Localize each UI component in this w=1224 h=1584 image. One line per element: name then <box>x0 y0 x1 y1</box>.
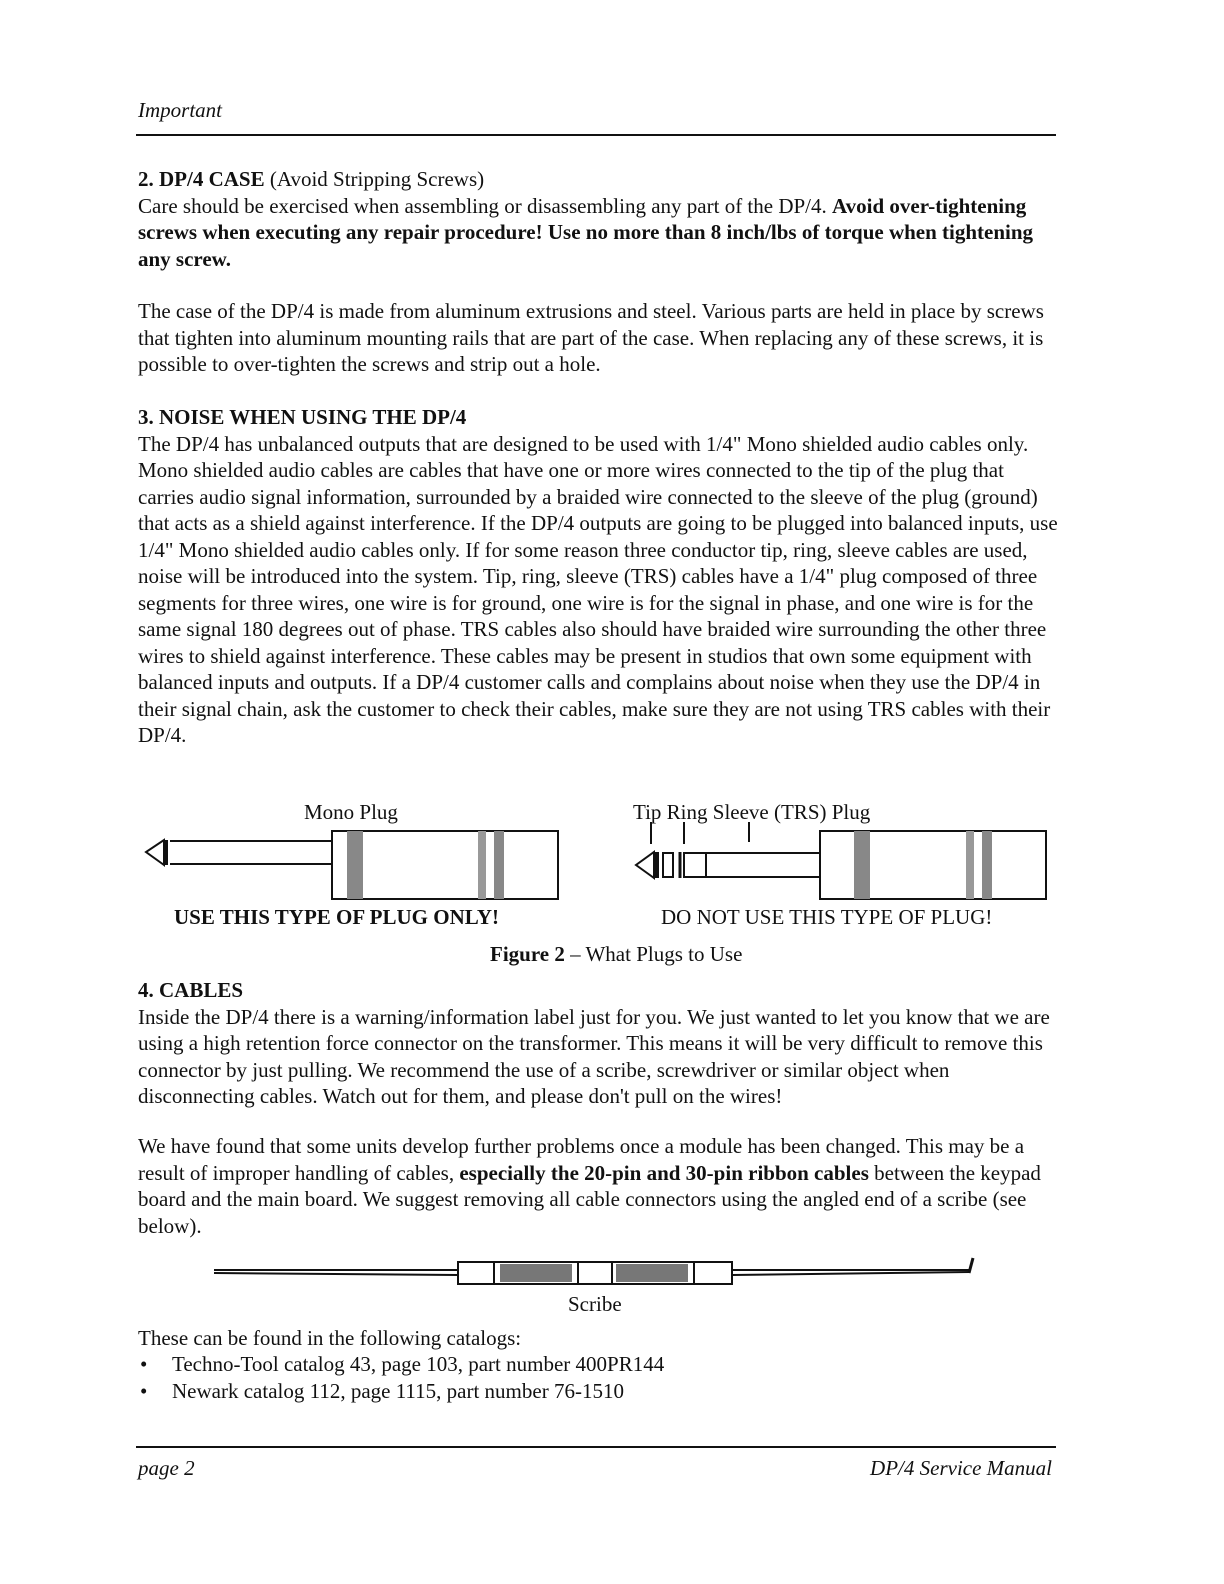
figure-number: Figure 2 <box>490 942 565 966</box>
scribe-angled-end <box>969 1258 973 1273</box>
section-4-p2-emphasis: especially the 20-pin and 30-pin ribbon cables <box>459 1160 869 1185</box>
scribe-handle <box>458 1262 732 1284</box>
section-4 <box>138 977 1058 1110</box>
mono-plug-tip <box>146 840 164 865</box>
catalog-item-text: Techno-Tool catalog 43, page 103, part number 400PR144 <box>172 1352 665 1376</box>
mono-plug-caption: USE THIS TYPE OF PLUG ONLY! <box>174 905 499 929</box>
section-4-number: 4. <box>138 978 154 1002</box>
scribe-label: Scribe <box>568 1292 622 1316</box>
figure-caption <box>490 942 742 967</box>
section-2-number: 2. <box>138 167 154 191</box>
section-2-p1-text: Care should be exercised when assembling or disassembling any part of the DP/4. <box>138 193 833 218</box>
footer-rule <box>136 1446 1056 1448</box>
section-4-paragraph-2 <box>138 1133 1058 1239</box>
figure-caption-dash: – <box>570 942 581 966</box>
section-2-paragraph-2: The case of the DP/4 is made from aluminum extrusions and steel. Various parts are held in place by screws that tighten into aluminum mounting rails that are part of the case. When replacing any of these screws, it is possible to over-tighten the screws and strip out a hole. <box>138 299 1044 376</box>
trs-plug-caption: DO NOT USE THIS TYPE OF PLUG! <box>661 905 993 929</box>
section-4-p2-text-b: between the keypad board and the main board. We suggest removing all cable connectors using the angled end of a scribe (see below). <box>138 1160 1041 1238</box>
bullet-icon: • <box>140 1352 148 1376</box>
figure-title: What Plugs to Use <box>585 942 743 966</box>
section-2-title: DP/4 CASE <box>159 167 265 191</box>
section-3-number: 3. <box>138 405 154 429</box>
trs-plug-label: Tip Ring Sleeve (TRS) Plug <box>633 800 871 824</box>
section-4-heading <box>138 977 1058 1004</box>
trs-plug-drawing <box>636 822 1046 899</box>
mono-plug-label: Mono Plug <box>304 800 398 824</box>
section-2-subtitle: (Avoid Stripping Screws) <box>264 167 485 191</box>
trs-plug-sleeve <box>820 831 1046 899</box>
running-header: Important <box>138 98 222 122</box>
section-3-body: The DP/4 has unbalanced outputs that are designed to be used with 1/4" Mono shielded audio cables only. Mono shielded audio cables are cables that have one or more wires connected to the tip of the plug that carries audio signal information, surrounded by a braided wire connected to the sleeve of the plug (ground) that acts as a shield against interference. If the DP/4 outputs are going to be plugged into balanced inputs, use 1/4" Mono shielded audio cables only. If for some reason three conductor tip, ring, sleeve cables are used, noise will be introduced into the system. Tip, ring, sleeve (TRS) cables have a 1/4" plug composed of three segments for three wires, one wire is for ground, one wire is for the signal in phase, and one wire is for the same signal 180 degrees out of phase. TRS cables also should have braided wire surrounding the other three wires to shield against interference. These cables may be present in studios that own some equipment with balanced inputs and outputs. If a DP/4 customer calls and complains about noise when they use the DP/4 in their signal chain, ask the customer to check their cables, make sure they are not using TRS cables with their DP/4. <box>138 431 1058 747</box>
bullet-icon: • <box>140 1378 148 1403</box>
trs-plug-tip <box>636 852 654 878</box>
trs-plug-ring <box>663 853 673 877</box>
catalogs-intro: These can be found in the following catalogs: <box>138 1326 522 1350</box>
section-4-p2-text-a: We have found that some units develop further problems once a module has been changed. This may be a result of improper handling of cables, <box>138 1134 1025 1185</box>
list-item <box>138 1351 664 1378</box>
catalog-list <box>138 1351 664 1404</box>
section-4-paragraph-1: Inside the DP/4 there is a warning/information label just for you. We just wanted to let you know that we are using a high retention force connector on the transformer. This means it will be very difficult to remove this connector by just pulling. We recommend the use of a scribe, screwdriver or similar object when disconnecting cables. Watch out for them, and please don't pull on the wires! <box>138 1004 1050 1108</box>
scribe-drawing <box>214 1258 973 1284</box>
page-number: page 2 <box>138 1456 195 1480</box>
mono-plug-sleeve <box>332 831 558 899</box>
catalog-item-text: Newark catalog 112, page 1115, part number 76-1510 <box>172 1378 624 1403</box>
section-2-warning: Avoid over-tightening screws when executing any repair procedure! Use no more than 8 inch/lbs of torque when tightening any screw. <box>138 193 1034 271</box>
manual-title: DP/4 Service Manual <box>870 1456 1052 1480</box>
section-4-title: CABLES <box>159 978 244 1002</box>
section-3-title: NOISE WHEN USING THE DP/4 <box>159 405 467 429</box>
list-item <box>138 1378 664 1405</box>
mono-plug-drawing <box>146 831 558 899</box>
